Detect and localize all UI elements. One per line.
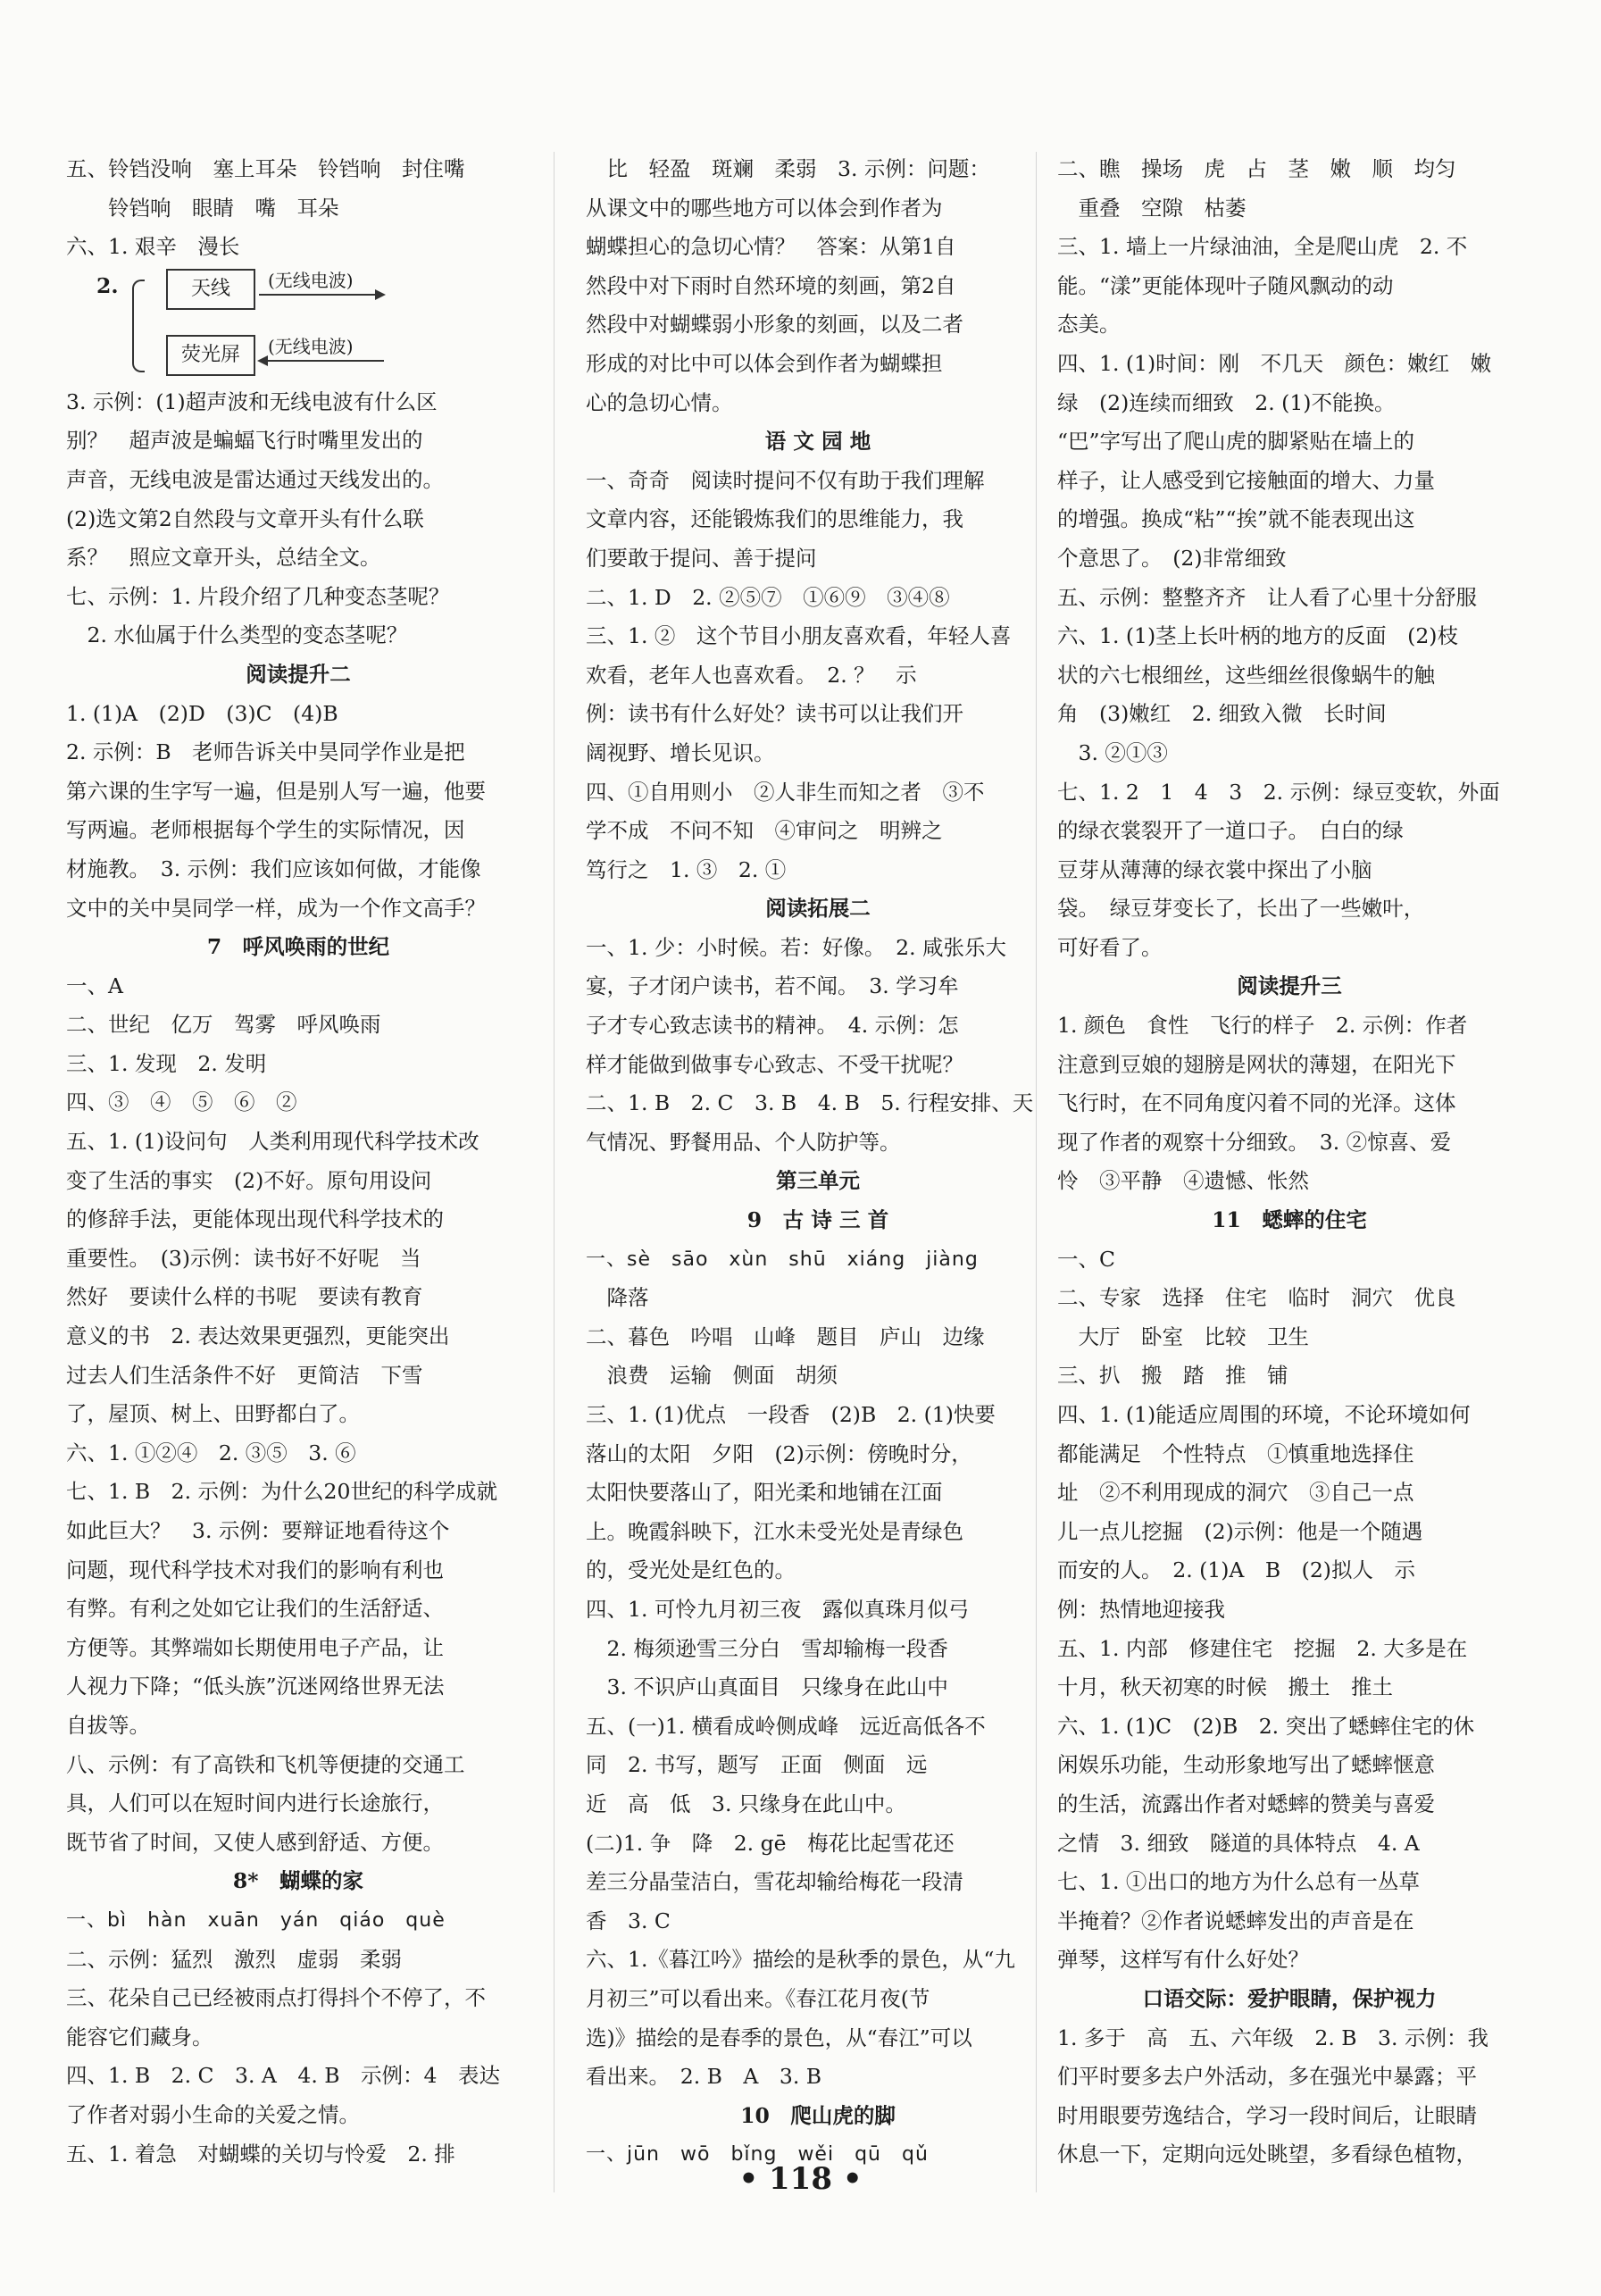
answer-line: 3. ②①③ — [1057, 739, 1168, 765]
answer-line: 上。晚霞斜映下，江水未受光处是青绿色 — [586, 1518, 963, 1544]
answer-line: 址 ②不利用现成的洞穴 ③自己一点 — [1057, 1480, 1414, 1506]
answer-line: 八、示例：有了高铁和飞机等便捷的交通工 — [66, 1751, 465, 1777]
answer-line: 人视力下降；“低头族”沉迷网络世界无法 — [66, 1674, 445, 1699]
section-heading: 口语交际：爱护眼睛，保护视力 — [1142, 1985, 1437, 2011]
answer-line: 同 2. 书写，题写 正面 侧面 远 — [586, 1752, 928, 1778]
answer-line: 十月，秋天初寒的时候 搬土 推土 — [1057, 1674, 1393, 1700]
answer-line: 注意到豆娘的翅膀是网状的薄翅，在阳光下 — [1057, 1051, 1456, 1077]
answer-column-3 — [1057, 150, 1522, 2175]
answer-line: 五、铃铛没响 塞上耳朵 铃铛响 封住嘴 — [66, 156, 465, 181]
answer-line: 材施教。 3. 示例：我们应该如何做，才能像 — [66, 856, 481, 881]
answer-line: 三、1. 墙上一片绿油油，全是爬山虎 2. 不 — [1057, 234, 1468, 260]
answer-line: 气情况、野餐用品、个人防护等。 — [586, 1129, 901, 1155]
answer-line: 态美。 — [1057, 312, 1121, 338]
answer-line: 五、1. (1)设问句 人类利用现代科学技术改 — [66, 1129, 479, 1155]
answer-line: 落山的太阳 夕阳 (2)示例：傍晚时分， — [586, 1440, 972, 1466]
answer-line: 铃铛响 眼睛 嘴 耳朵 — [66, 195, 339, 221]
answer-line: 五、(一)1. 横看成岭侧成峰 远近高低各不 — [586, 1713, 986, 1739]
answer-line: 七、1. ①出口的地方为什么总有一丛草 — [1057, 1869, 1420, 1895]
arrow-out — [259, 294, 384, 296]
answer-line: 五、1. 内部 修建住宅 挖掘 2. 大多是在 — [1057, 1635, 1468, 1661]
radar-diagram — [96, 267, 530, 383]
answer-line: 例：读书有什么好处？读书可以让我们开 — [586, 701, 963, 727]
answer-line: 二、示例：猛烈 激烈 虚弱 柔弱 — [66, 1946, 402, 1972]
answer-line: 一、jūn wō bǐng wěi qū qǔ — [586, 2143, 929, 2167]
answer-column-2 — [586, 150, 1050, 2175]
answer-line: 袋。 绿豆芽变长了，长出了一些嫩叶， — [1057, 896, 1425, 922]
answer-line: 一、奇奇 阅读时提问不仅有助于我们理解 — [586, 467, 985, 493]
answer-line: 二、1. D 2. ②⑤⑦ ①⑥⑨ ③④⑧ — [586, 584, 950, 610]
section-heading: 阅读拓展二 — [765, 896, 871, 922]
answer-line: 三、1. ② 这个节目小朋友喜欢看，年轻人喜 — [586, 623, 1012, 649]
section-heading: 第三单元 — [776, 1168, 860, 1194]
answer-line: 们平时要多去户外活动，多在强光中暴露；平 — [1057, 2064, 1477, 2090]
answer-line: 大厅 卧室 比较 卫生 — [1057, 1323, 1309, 1349]
answer-line: 四、1. 可怜九月初三夜 露似真珠月似弓 — [586, 1596, 970, 1622]
answer-column-1 — [66, 150, 530, 2174]
answer-line: 三、1. (1)优点 一段香 (2)B 2. (1)快要 — [586, 1402, 996, 1427]
answer-line: 文章内容，还能锻炼我们的思维能力，我 — [586, 506, 963, 532]
answer-line: 一、1. 少：小时候。若：好像。 2. 咸张乐大 — [586, 934, 1007, 960]
answer-line: 从课文中的哪些地方可以体会到作者为 — [586, 195, 943, 221]
answer-line: 问题，现代科学技术对我们的影响有利也 — [66, 1557, 444, 1582]
answer-line: 学不成 不问不知 ④审问之 明辨之 — [586, 818, 943, 844]
answer-line: 的生活，流露出作者对蟋蟀的赞美与喜爱 — [1057, 1791, 1435, 1816]
answer-line: 四、①自用则小 ②人非生而知之者 ③不 — [586, 779, 985, 805]
answer-line: 声音，无线电波是雷达通过天线发出的。 — [66, 466, 444, 492]
answer-line: 之情 3. 细致 隧道的具体特点 4. A — [1057, 1830, 1420, 1856]
column-divider-1 — [554, 152, 555, 2192]
answer-line: 有弊。有利之处如它让我们的生活舒适、 — [66, 1596, 444, 1622]
answer-line: 三、1. 发现 2. 发明 — [66, 1050, 267, 1076]
section-heading: 阅读提升二 — [246, 661, 351, 687]
answer-line: 3. 示例：(1)超声波和无线电波有什么区 — [66, 388, 438, 414]
answer-line: 二、1. B 2. C 3. B 4. B 5. 行程安排、天 — [586, 1090, 1034, 1116]
answer-line: 自拔等。 — [66, 1712, 150, 1738]
answer-line: 形成的对比中可以体会到作者为蝴蝶担 — [586, 350, 943, 376]
antenna-box: 天线 — [166, 269, 255, 310]
answer-line: 过去人们生活条件不好 更简洁 下雪 — [66, 1362, 423, 1388]
answer-line: 绿 (2)连续而细致 2. (1)不能换。 — [1057, 389, 1396, 415]
arrow-in — [259, 360, 384, 362]
answer-line: 的修辞手法，更能体现出现代科学技术的 — [66, 1206, 444, 1232]
answer-line: 重叠 空隙 枯萎 — [1057, 195, 1247, 221]
diagram-number: 2. — [96, 272, 119, 298]
answer-line: 一、bì hàn xuān yán qiáo què — [66, 1908, 446, 1932]
answer-line: 文中的关中昊同学一样，成为一个作文高手？ — [66, 895, 486, 921]
answer-line: 豆芽从薄薄的绿衣裳中探出了小脑 — [1057, 856, 1372, 882]
answer-line: 五、1. 着急 对蝴蝶的关切与怜爱 2. 排 — [66, 2141, 455, 2167]
answer-line: 1. (1)A (2)D (3)C (4)B — [66, 700, 338, 726]
answer-line: 六、1.《暮江吟》描绘的是秋季的景色，从“九 — [586, 1947, 1015, 1973]
answer-line: 例：热情地迎接我 — [1057, 1596, 1225, 1622]
answer-line: 五、示例：整整齐齐 让人看了心里十分舒服 — [1057, 584, 1477, 610]
answer-line: 能容它们藏身。 — [66, 2024, 213, 2050]
answer-line: 闲娱乐功能，生动形象地写出了蟋蟀惬意 — [1057, 1752, 1435, 1778]
answer-line: 一、C — [1057, 1246, 1115, 1272]
answer-line: 如此巨大？ 3. 示例：要辩证地看待这个 — [66, 1518, 450, 1543]
answer-line: 心的急切心情。 — [586, 389, 733, 415]
answer-line: 阔视野、增长见识。 — [586, 739, 775, 765]
answer-line: 重要性。 (3)示例：读书好不好呢 当 — [66, 1245, 421, 1271]
answer-line: 然好 要读什么样的书呢 要读有教育 — [66, 1284, 423, 1310]
answer-line: 休息一下，定期向远处眺望，多看绿色植物， — [1057, 2142, 1477, 2167]
answer-line: 状的六七根细丝，这些细丝很像蜗牛的触 — [1057, 662, 1435, 688]
answer-line: 一、sè sāo xùn shū xiáng jiàng — [586, 1248, 979, 1271]
answer-line: 宴，子才闭户读书，若不闻。 3. 学习牟 — [586, 973, 959, 999]
answer-line: 1. 多于 高 五、六年级 2. B 3. 示例：我 — [1057, 2025, 1488, 2050]
answer-line: 个意思了。 (2)非常细致 — [1057, 545, 1287, 571]
answer-line: 欢看，老年人也喜欢看。 2. ？ 示 — [586, 662, 917, 688]
answer-line: 二、专家 选择 住宅 临时 洞穴 优良 — [1057, 1285, 1456, 1311]
answer-line: 二、暮色 吟唱 山峰 题目 庐山 边缘 — [586, 1323, 985, 1349]
answer-line: 既节省了时间，又使人感到舒适、方便。 — [66, 1829, 444, 1855]
answer-line: 六、1. (1)茎上长叶柄的地方的反面 (2)枝 — [1057, 623, 1458, 649]
answer-line: 们要敢于提问、善于提问 — [586, 545, 817, 571]
section-heading: 9 古 诗 三 首 — [746, 1207, 889, 1233]
answer-line: 子才专心致志读书的精神。 4. 示例：怎 — [586, 1013, 959, 1039]
section-heading: 7 呼风唤雨的世纪 — [206, 934, 390, 960]
answer-line: 第六课的生字写一遍，但是别人写一遍，他要 — [66, 778, 486, 804]
answer-line: 的，受光处是红色的。 — [586, 1557, 796, 1583]
answer-line: 写两遍。老师根据每个学生的实际情况，因 — [66, 817, 465, 843]
answer-line: 具，人们可以在短时间内进行长途旅行， — [66, 1791, 444, 1816]
answer-line: 时用眼要劳逸结合，学习一段时间后，让眼睛 — [1057, 2102, 1477, 2128]
answer-line: 然段中对蝴蝶弱小形象的刻画，以及二者 — [586, 312, 963, 338]
section-heading: 10 爬山虎的脚 — [740, 2102, 896, 2128]
answer-line: 二、瞧 操场 虎 占 茎 嫩 顺 均匀 — [1057, 156, 1456, 181]
answer-line: 2. 示例：B 老师告诉关中昊同学作业是把 — [66, 739, 465, 765]
answer-line: 能。“漾”更能体现叶子随风飘动的动 — [1057, 272, 1394, 298]
answer-line: 的增强。换成“粘”“挨”就不能表现出这 — [1057, 506, 1415, 532]
answer-line: 四、1. (1)能适应周围的环境，不论环境如何 — [1057, 1402, 1471, 1427]
answer-line: “巴”字写出了爬山虎的脚紧贴在墙上的 — [1057, 429, 1415, 455]
answer-line: 六、1. ①②④ 2. ③⑤ 3. ⑥ — [66, 1440, 356, 1465]
answer-line: 选)》描绘的是春季的景色，从“春江”可以 — [586, 2025, 972, 2050]
section-heading: 11 蟋蟀的住宅 — [1212, 1207, 1367, 1233]
answer-line: 四、1. B 2. C 3. A 4. B 示例：4 表达 — [66, 2063, 501, 2089]
answer-line: 四、1. (1)时间：刚 不几天 颜色：嫩红 嫩 — [1057, 350, 1492, 376]
section-heading: 阅读提升三 — [1237, 973, 1342, 999]
answer-line: 儿一点儿挖掘 (2)示例：他是一个随遇 — [1057, 1518, 1423, 1544]
answer-line: 笃行之 1. ③ 2. ① — [586, 856, 787, 882]
answer-line: 别？ 超声波是蝙蝠飞行时嘴里发出的 — [66, 428, 423, 454]
answer-line: (二)1. 争 降 2. gē 梅花比起雪花还 — [586, 1830, 955, 1856]
arrow-label-out: (无线电波) — [268, 269, 354, 291]
answer-line: 3. 不识庐山真面目 只缘身在此山中 — [586, 1674, 948, 1700]
page-number: • 118 • — [738, 2161, 863, 2197]
answer-line: 2. 梅须逊雪三分白 雪却输梅一段香 — [586, 1635, 948, 1661]
answer-line: 月初三”可以看出来。《春江花月夜(节 — [586, 1985, 930, 2011]
answer-line: 七、示例：1. 片段介绍了几种变态茎呢？ — [66, 583, 450, 609]
answer-line: 样子，让人感受到它接触面的增大、力量 — [1057, 467, 1435, 493]
answer-line: 了作者对弱小生命的关爱之情。 — [66, 2101, 360, 2127]
answer-line: 都能满足 个性特点 ①慎重地选择住 — [1057, 1440, 1414, 1466]
answer-line: 太阳快要落山了，阳光柔和地铺在江面 — [586, 1480, 943, 1506]
answer-line: 七、1. 2 1 4 3 2. 示例：绿豆变软，外面 — [1057, 779, 1500, 805]
arrow-label-in: (无线电波) — [268, 335, 354, 357]
screen-box: 荧光屏 — [166, 335, 255, 376]
answer-line: 可好看了。 — [1057, 934, 1163, 960]
answer-line: 比 轻盈 斑斓 柔弱 3. 示例：问题： — [586, 156, 990, 181]
section-heading: 8* 蝴蝶的家 — [232, 1868, 364, 1894]
answer-line: 角 (3)嫩红 2. 细致入微 长时间 — [1057, 701, 1387, 727]
answer-line: 三、扒 搬 踏 推 铺 — [1057, 1363, 1288, 1389]
answer-line: 香 3. C — [586, 1908, 671, 1933]
answer-line: 弹琴，这样写有什么好处？ — [1057, 1947, 1309, 1973]
answer-line: 飞行时，在不同角度闪着不同的光泽。这体 — [1057, 1090, 1456, 1116]
answer-line: 样才能做到做事专心致志、不受干扰呢？ — [586, 1051, 963, 1077]
answer-line: 一、A — [66, 973, 123, 998]
answer-line: 变了生活的事实 (2)不好。原句用设问 — [66, 1167, 432, 1193]
answer-line: 六、1. 艰辛 漫长 — [66, 234, 240, 260]
answer-line: 的绿衣裳裂开了一道口子。 白白的绿 — [1057, 818, 1404, 844]
answer-line: 现了作者的观察十分细致。 3. ②惊喜、爱 — [1057, 1129, 1452, 1155]
answer-line: 1. 颜色 食性 飞行的样子 2. 示例：作者 — [1057, 1013, 1468, 1039]
answer-line: 降落 — [586, 1285, 649, 1311]
answer-line: 三、花朵自己已经被雨点打得抖个不停了，不 — [66, 1985, 486, 2011]
answer-line: 浪费 运输 侧面 胡须 — [586, 1363, 838, 1389]
answer-line: 七、1. B 2. 示例：为什么20世纪的科学成就 — [66, 1479, 497, 1505]
answer-line: 近 高 低 3. 只缘身在此山中。 — [586, 1791, 906, 1816]
answer-line: (2)选文第2自然段与文章开头有什么联 — [66, 505, 424, 531]
brace-shape — [132, 280, 145, 372]
answer-line: 怜 ③平静 ④遗憾、怅然 — [1057, 1168, 1309, 1194]
answer-line: 2. 水仙属于什么类型的变态茎呢？ — [66, 622, 408, 648]
answer-line: 看出来。 2. B A 3. B — [586, 2064, 822, 2090]
answer-line: 半掩着？②作者说蟋蟀发出的声音是在 — [1057, 1908, 1414, 1933]
answer-line: 然段中对下雨时自然环境的刻画，第2自 — [586, 272, 956, 298]
answer-line: 差三分晶莹洁白，雪花却输给梅花一段清 — [586, 1869, 963, 1895]
answer-line: 六、1. (1)C (2)B 2. 突出了蟋蟀住宅的休 — [1057, 1713, 1475, 1739]
section-heading: 语 文 园 地 — [764, 429, 871, 455]
answer-line: 意义的书 2. 表达效果更强烈，更能突出 — [66, 1323, 450, 1349]
answer-line: 方便等。其弊端如长期使用电子产品，让 — [66, 1634, 444, 1660]
answer-line: 四、③ ④ ⑤ ⑥ ② — [66, 1090, 297, 1115]
answer-line: 二、世纪 亿万 驾雾 呼风唤雨 — [66, 1012, 381, 1038]
answer-line: 而安的人。 2. (1)A B (2)拟人 示 — [1057, 1557, 1415, 1583]
answer-line: 蝴蝶担心的急切心情？ 答案：从第1自 — [586, 234, 956, 260]
answer-line: 系？ 照应文章开头，总结全文。 — [66, 545, 381, 571]
answer-line: 了，屋顶、树上、田野都白了。 — [66, 1401, 360, 1427]
